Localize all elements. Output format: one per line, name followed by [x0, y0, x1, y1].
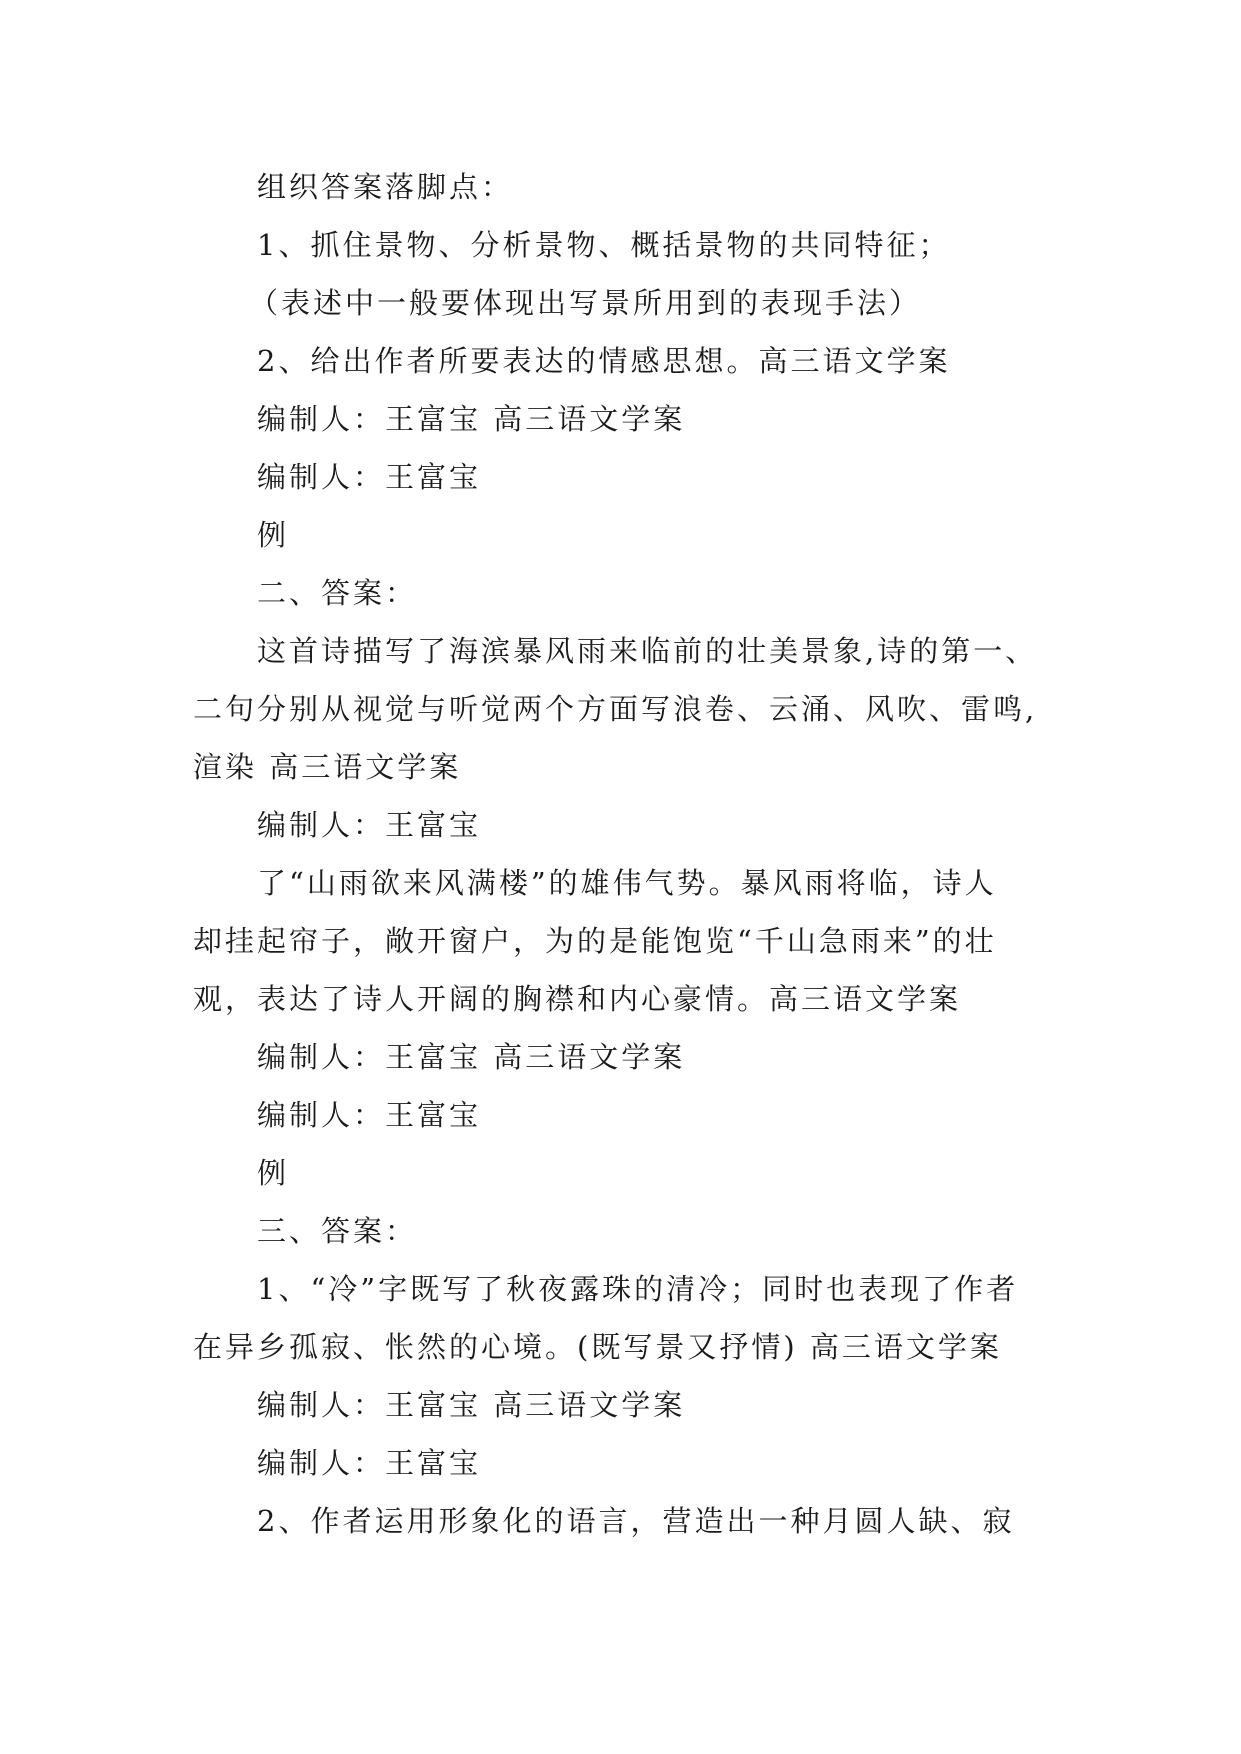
text-line: 二句分别从视觉与听觉两个方面写浪卷、云涌、风吹、雷鸣, — [193, 692, 1038, 726]
text-line: 1、抓住景物、分析景物、概括景物的共同特征； — [257, 228, 951, 262]
text-line: 编制人：王富宝 高三语文学案 — [257, 1388, 686, 1422]
text-line: 编制人：王富宝 — [257, 1098, 482, 1132]
text-line: 2、作者运用形象化的语言，营造出一种月圆人缺、寂 — [257, 1504, 1015, 1538]
text-line: 这首诗描写了海滨暴风雨来临前的壮美景象,诗的第一、 — [257, 634, 1038, 668]
text-line: 编制人：王富宝 — [257, 460, 482, 494]
text-line: 2、给出作者所要表达的情感思想。高三语文学案 — [257, 344, 951, 378]
document-body — [193, 158, 1053, 1550]
text-line: 编制人：王富宝 — [257, 808, 482, 842]
text-line: 例 — [257, 518, 290, 552]
text-line: 编制人：王富宝 高三语文学案 — [257, 402, 686, 436]
text-line: 观，表达了诗人开阔的胸襟和内心豪情。高三语文学案 — [193, 982, 962, 1016]
text-line: 组织答案落脚点： — [257, 170, 514, 204]
text-line: 三、答案： — [257, 1214, 418, 1248]
text-line: 1、“冷”字既写了秋夜露珠的清冷；同时也表现了作者 — [257, 1272, 1019, 1306]
text-line: 了“山雨欲来风满楼”的雄伟气势。暴风雨将临，诗人 — [257, 866, 997, 900]
text-line: 二、答案： — [257, 576, 418, 610]
text-line: 编制人：王富宝 — [257, 1446, 482, 1480]
text-line: （表述中一般要体现出写景所用到的表现手法） — [249, 286, 922, 320]
text-line: 例 — [257, 1156, 290, 1190]
text-line: 却挂起帘子，敞开窗户，为的是能饱览“千山急雨来”的壮 — [193, 924, 997, 958]
text-line: 编制人：王富宝 高三语文学案 — [257, 1040, 686, 1074]
text-line: 在异乡孤寂、怅然的心境。(既写景又抒情) 高三语文学案 — [193, 1330, 1002, 1364]
text-line: 渲染 高三语文学案 — [193, 750, 462, 784]
